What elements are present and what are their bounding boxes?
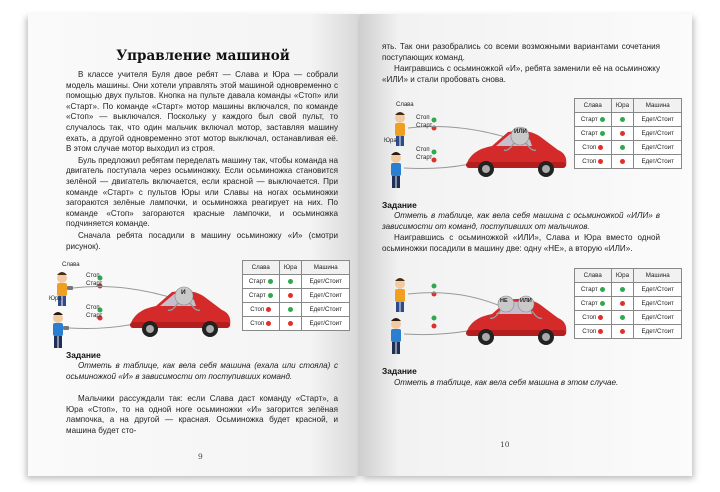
command-cell: Старт: [248, 292, 266, 299]
page-number: 9: [198, 452, 203, 461]
red-light-icon: [288, 293, 293, 298]
table-header: Слава: [575, 269, 612, 283]
task-heading: Задание: [382, 366, 417, 376]
car-scene-or: [380, 100, 570, 192]
paragraph: Мальчики рассуждали так: если Слава даст команду «Старт», а Юра «Стоп», то на одной ноге осьминожки «И» загорится зелёная лампочка, а на другой — красная. Осьминожка будет красной, и машина будет сто-: [66, 394, 338, 435]
table-header: Слава: [243, 261, 280, 275]
command-cell: Старт: [580, 116, 598, 123]
table-row: [575, 141, 682, 155]
paragraph: Наигравшись с осьминожкой «ИЛИ», Слава и Юра вместо одной осьминожки посадили в машину две: одну «НЕ», а вторую «ИЛИ».: [382, 233, 660, 253]
green-light-icon: [620, 315, 625, 320]
signal-label: Стоп: [416, 115, 430, 121]
table-row: [575, 155, 682, 169]
task-text: Отметь в таблице, как вела себя машина (ехала или стояла) с осьминожкой «И» в зависимости от поступивших команд.: [66, 361, 338, 381]
red-light-icon: [620, 301, 625, 306]
boy-label: Юра: [384, 138, 397, 144]
boy-label: Слава: [396, 102, 414, 108]
paragraph: Буль предложил ребятам переделать машину так, чтобы команда на двигатель поступала через осьминожку. Если осьминожка становится зелёной — двигатель включается, если красной — выключается. При команде «Старт» с пультов Юры или Славы на ногах осьминожки загораются зелёные лампочки, и осьминожка реагирует на них. По команде «Стоп» загораются красные лампочки, и осьминожка подчиняется команде.: [66, 155, 338, 229]
table-row: [243, 303, 350, 317]
red-light-icon: [288, 321, 293, 326]
table-header: Машина: [302, 261, 350, 275]
table-header: Юра: [611, 269, 634, 283]
signal-label: Старт: [416, 155, 433, 161]
table-header: Юра: [279, 261, 302, 275]
car-cell[interactable]: Едет/Стоит: [634, 113, 682, 127]
car-cell[interactable]: Едет/Стоит: [634, 297, 682, 311]
page-title: Управление машиной: [116, 48, 290, 64]
red-light-icon: [598, 329, 603, 334]
table-row: [575, 113, 682, 127]
octopus-label: ИЛИ: [514, 129, 527, 135]
octopus-label: ИЛИ: [520, 298, 532, 304]
signal-label: Стоп: [86, 273, 100, 279]
results-table: [574, 98, 682, 169]
paragraph: Наигравшись с осьминожкой «И», ребята заменили её на осьминожку «ИЛИ» и стали пробовать снова.: [382, 64, 660, 84]
command-cell: Старт: [580, 286, 598, 293]
car-illustration: [44, 262, 234, 352]
car-cell[interactable]: Едет/Стоит: [634, 325, 682, 339]
red-light-icon: [620, 159, 625, 164]
task-heading: Задание: [66, 350, 101, 360]
red-light-icon: [620, 131, 625, 136]
table-row: [243, 275, 350, 289]
table-header: Слава: [575, 99, 612, 113]
table-row: [575, 283, 682, 297]
car-illustration: [380, 100, 570, 192]
table-row: [575, 297, 682, 311]
green-light-icon: [268, 279, 273, 284]
car-cell[interactable]: Едет/Стоит: [634, 141, 682, 155]
signal-label: Старт: [86, 281, 103, 287]
car-scene-and: [44, 262, 234, 352]
signal-label: Стоп: [86, 305, 100, 311]
car-cell[interactable]: Едет/Стоит: [302, 317, 350, 331]
left-page: [28, 14, 360, 476]
results-table: [574, 268, 682, 339]
green-light-icon: [600, 117, 605, 122]
red-light-icon: [620, 329, 625, 334]
green-light-icon: [620, 145, 625, 150]
command-cell: Стоп: [582, 314, 597, 321]
task-text: Отметь в таблице, как вела себя машина в этом случае.: [394, 378, 619, 387]
signal-label: Старт: [86, 313, 103, 319]
bottom-text: [66, 394, 338, 437]
table-row: [575, 311, 682, 325]
red-light-icon: [598, 315, 603, 320]
table-row: [575, 325, 682, 339]
command-cell: Стоп: [582, 328, 597, 335]
boy-label: Слава: [62, 262, 80, 268]
book-spread: [28, 14, 692, 476]
command-cell: Стоп: [582, 158, 597, 165]
paragraph-block: [382, 233, 660, 255]
table-row: [243, 289, 350, 303]
table-row: [575, 127, 682, 141]
continued-text: [382, 42, 660, 86]
car-cell[interactable]: Едет/Стоит: [302, 289, 350, 303]
green-light-icon: [620, 117, 625, 122]
red-light-icon: [598, 159, 603, 164]
table-header: Юра: [611, 99, 634, 113]
command-cell: Старт: [580, 130, 598, 137]
car-cell[interactable]: Едет/Стоит: [634, 155, 682, 169]
red-light-icon: [598, 145, 603, 150]
car-cell[interactable]: Едет/Стоит: [634, 283, 682, 297]
paragraph: В классе учителя Буля двое ребят — Слава и Юра — собрали модель машины. Они хотели управлять этой машиной одновременно с помощью двух пультов. Кнопка на пульте давала команды «Стоп» или «Старт». По команде «Старт» мотор машины включался, по команде «Стоп» — выключался. Поскольку у каждого был свой пульт, то случалось так, что один мальчик включал мотор, заставляя машину ехать, а другой одновременно этот мотор выключал, останавливая её. В этом случае мотор выходил из строя.: [66, 70, 338, 154]
task-heading: Задание: [382, 200, 417, 210]
command-cell: Стоп: [582, 144, 597, 151]
boy-yura-figure: [53, 312, 69, 348]
right-page: [360, 14, 692, 476]
boy-label: Юра: [49, 296, 62, 302]
car-scene-not-or: [380, 270, 570, 362]
green-light-icon: [600, 287, 605, 292]
paragraph: Сначала ребята посадили в машину осьминожку «И» (смотри рисунок).: [66, 230, 338, 251]
command-cell: Старт: [580, 300, 598, 307]
green-light-icon: [288, 279, 293, 284]
command-cell: Старт: [248, 278, 266, 285]
car-cell[interactable]: Едет/Стоит: [634, 127, 682, 141]
paragraph: ять. Так они разобрались со всеми возможными вариантами сочетания поступающих команд.: [382, 42, 660, 62]
page-number: 10: [500, 440, 510, 449]
command-cell: Стоп: [250, 306, 265, 313]
green-light-icon: [600, 131, 605, 136]
signal-label: Старт: [416, 123, 433, 129]
task-text: Отметь в таблице, как вела себя машина с осьминожкой «ИЛИ» в зависимости от команд, поступивших от мальчиков.: [382, 211, 660, 231]
intro-text: [66, 70, 338, 253]
green-light-icon: [620, 287, 625, 292]
signal-label: Стоп: [416, 147, 430, 153]
results-table: [242, 260, 350, 331]
table-header: Машина: [634, 269, 682, 283]
octopus-label: И: [181, 289, 186, 296]
car-cell[interactable]: Едет/Стоит: [302, 303, 350, 317]
green-light-icon: [288, 307, 293, 312]
green-light-icon: [268, 293, 273, 298]
green-light-icon: [600, 301, 605, 306]
car-illustration: [380, 270, 570, 362]
red-light-icon: [266, 307, 271, 312]
red-light-icon: [266, 321, 271, 326]
car-cell[interactable]: Едет/Стоит: [634, 311, 682, 325]
table-row: [243, 317, 350, 331]
car-cell[interactable]: Едет/Стоит: [302, 275, 350, 289]
table-header: Машина: [634, 99, 682, 113]
octopus-label: НЕ: [500, 298, 508, 304]
command-cell: Стоп: [250, 320, 265, 327]
